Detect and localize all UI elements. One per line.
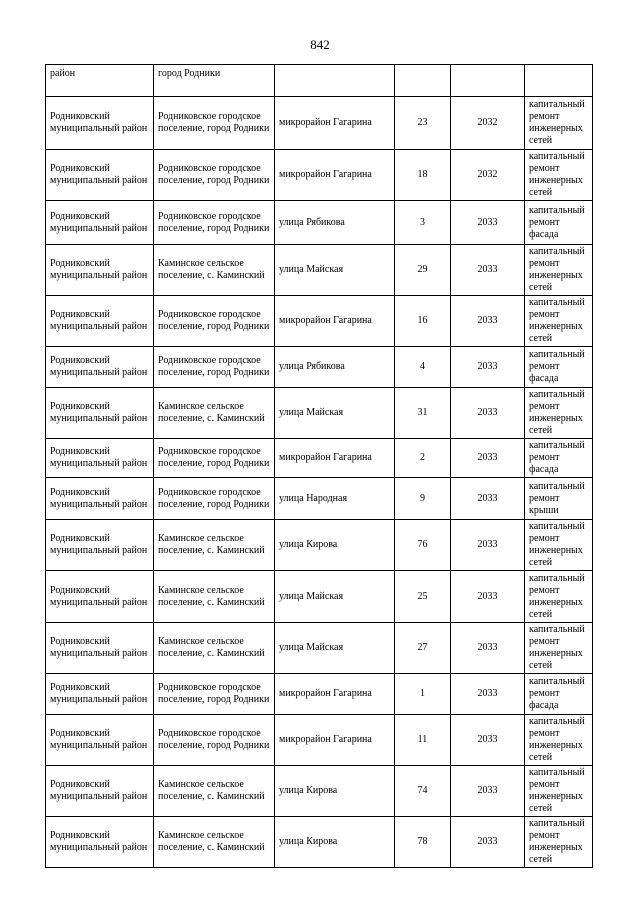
repair-year-cell: 2033: [451, 674, 525, 715]
settlement-cell: Родниковское городское поселение, город Родники: [154, 715, 275, 766]
work-type-cell: капитальный ремонт инженерных сетей: [525, 766, 593, 817]
street-cell: микрорайон Гагарина: [275, 150, 395, 201]
table-row: [46, 65, 593, 97]
house-number-cell: [395, 65, 451, 97]
work-type-cell: капитальный ремонт фасада: [525, 439, 593, 478]
repair-year-cell: 2033: [451, 715, 525, 766]
district-cell: Родниковский муниципальный район: [46, 150, 154, 201]
district-cell: Родниковский муниципальный район: [46, 97, 154, 150]
street-cell: улица Кирова: [275, 520, 395, 571]
district-cell: Родниковский муниципальный район: [46, 715, 154, 766]
table-row: [46, 715, 593, 766]
repair-year-cell: 2033: [451, 520, 525, 571]
table-row: [46, 571, 593, 623]
street-cell: улица Народная: [275, 478, 395, 520]
repair-year-cell: 2033: [451, 201, 525, 245]
work-type-cell: капитальный ремонт инженерных сетей: [525, 150, 593, 201]
table-row: [46, 520, 593, 571]
settlement-cell: Каминское сельское поселение, с. Каминский: [154, 817, 275, 868]
district-cell: Родниковский муниципальный район: [46, 388, 154, 439]
house-number-cell: 78: [395, 817, 451, 868]
settlement-cell: Родниковское городское поселение, город Родники: [154, 478, 275, 520]
work-type-cell: капитальный ремонт инженерных сетей: [525, 623, 593, 674]
street-cell: улица Майская: [275, 571, 395, 623]
table-row: [46, 245, 593, 296]
house-number-cell: 11: [395, 715, 451, 766]
repair-year-cell: 2033: [451, 571, 525, 623]
table-row: [46, 623, 593, 674]
settlement-cell: Каминское сельское поселение, с. Каминский: [154, 245, 275, 296]
table-row: [46, 674, 593, 715]
settlement-cell: Каминское сельское поселение, с. Каминский: [154, 388, 275, 439]
table-row: [46, 97, 593, 150]
repair-year-cell: 2033: [451, 388, 525, 439]
page-number: 842: [310, 37, 330, 52]
repair-year-cell: 2033: [451, 439, 525, 478]
table-row: [46, 201, 593, 245]
settlement-cell: город Родники: [154, 65, 275, 97]
house-number-cell: 4: [395, 347, 451, 388]
settlement-cell: Каминское сельское поселение, с. Каминский: [154, 623, 275, 674]
work-type-cell: капитальный ремонт инженерных сетей: [525, 296, 593, 347]
settlement-cell: Родниковское городское поселение, город Родники: [154, 439, 275, 478]
table-row: [46, 439, 593, 478]
district-cell: Родниковский муниципальный район: [46, 766, 154, 817]
house-number-cell: 74: [395, 766, 451, 817]
repair-year-cell: 2033: [451, 296, 525, 347]
district-cell: Родниковский муниципальный район: [46, 439, 154, 478]
district-cell: район: [46, 65, 154, 97]
work-type-cell: капитальный ремонт инженерных сетей: [525, 715, 593, 766]
house-number-cell: 1: [395, 674, 451, 715]
house-number-cell: 76: [395, 520, 451, 571]
house-number-cell: 27: [395, 623, 451, 674]
table-row: [46, 150, 593, 201]
house-number-cell: 31: [395, 388, 451, 439]
street-cell: улица Майская: [275, 388, 395, 439]
housing-repair-table: [45, 64, 593, 868]
district-cell: Родниковский муниципальный район: [46, 296, 154, 347]
work-type-cell: капитальный ремонт фасада: [525, 674, 593, 715]
work-type-cell: капитальный ремонт инженерных сетей: [525, 245, 593, 296]
house-number-cell: 3: [395, 201, 451, 245]
street-cell: микрорайон Гагарина: [275, 715, 395, 766]
house-number-cell: 16: [395, 296, 451, 347]
repair-year-cell: 2032: [451, 150, 525, 201]
repair-year-cell: 2033: [451, 347, 525, 388]
table-row: [46, 347, 593, 388]
settlement-cell: Родниковское городское поселение, город Родники: [154, 150, 275, 201]
table-row: [46, 478, 593, 520]
street-cell: микрорайон Гагарина: [275, 296, 395, 347]
work-type-cell: капитальный ремонт фасада: [525, 347, 593, 388]
repair-year-cell: 2033: [451, 623, 525, 674]
district-cell: Родниковский муниципальный район: [46, 347, 154, 388]
table-row: [46, 766, 593, 817]
settlement-cell: Родниковское городское поселение, город Родники: [154, 347, 275, 388]
street-cell: улица Майская: [275, 623, 395, 674]
street-cell: улица Кирова: [275, 766, 395, 817]
district-cell: Родниковский муниципальный район: [46, 623, 154, 674]
street-cell: [275, 65, 395, 97]
house-number-cell: 29: [395, 245, 451, 296]
house-number-cell: 2: [395, 439, 451, 478]
district-cell: Родниковский муниципальный район: [46, 201, 154, 245]
table-row: [46, 817, 593, 868]
work-type-cell: капитальный ремонт крыши: [525, 478, 593, 520]
work-type-cell: капитальный ремонт инженерных сетей: [525, 817, 593, 868]
repair-year-cell: 2033: [451, 245, 525, 296]
house-number-cell: 9: [395, 478, 451, 520]
work-type-cell: капитальный ремонт инженерных сетей: [525, 97, 593, 150]
house-number-cell: 25: [395, 571, 451, 623]
repair-year-cell: 2033: [451, 478, 525, 520]
settlement-cell: Каминское сельское поселение, с. Каминский: [154, 520, 275, 571]
street-cell: микрорайон Гагарина: [275, 439, 395, 478]
table-row: [46, 388, 593, 439]
district-cell: Родниковский муниципальный район: [46, 571, 154, 623]
street-cell: улица Рябикова: [275, 347, 395, 388]
district-cell: Родниковский муниципальный район: [46, 478, 154, 520]
street-cell: улица Кирова: [275, 817, 395, 868]
work-type-cell: капитальный ремонт инженерных сетей: [525, 520, 593, 571]
work-type-cell: [525, 65, 593, 97]
work-type-cell: капитальный ремонт фасада: [525, 201, 593, 245]
table-body: [46, 65, 593, 868]
settlement-cell: Родниковское городское поселение, город Родники: [154, 674, 275, 715]
house-number-cell: 23: [395, 97, 451, 150]
repair-year-cell: 2032: [451, 97, 525, 150]
house-number-cell: 18: [395, 150, 451, 201]
settlement-cell: Каминское сельское поселение, с. Каминский: [154, 571, 275, 623]
district-cell: Родниковский муниципальный район: [46, 817, 154, 868]
district-cell: Родниковский муниципальный район: [46, 520, 154, 571]
district-cell: Родниковский муниципальный район: [46, 674, 154, 715]
settlement-cell: Родниковское городское поселение, город Родники: [154, 97, 275, 150]
street-cell: улица Майская: [275, 245, 395, 296]
street-cell: улица Рябикова: [275, 201, 395, 245]
repair-year-cell: 2033: [451, 766, 525, 817]
settlement-cell: Каминское сельское поселение, с. Каминский: [154, 766, 275, 817]
settlement-cell: Родниковское городское поселение, город Родники: [154, 296, 275, 347]
street-cell: микрорайон Гагарина: [275, 97, 395, 150]
repair-year-cell: [451, 65, 525, 97]
settlement-cell: Родниковское городское поселение, город Родники: [154, 201, 275, 245]
work-type-cell: капитальный ремонт инженерных сетей: [525, 388, 593, 439]
work-type-cell: капитальный ремонт инженерных сетей: [525, 571, 593, 623]
repair-year-cell: 2033: [451, 817, 525, 868]
street-cell: микрорайон Гагарина: [275, 674, 395, 715]
table-row: [46, 296, 593, 347]
district-cell: Родниковский муниципальный район: [46, 245, 154, 296]
